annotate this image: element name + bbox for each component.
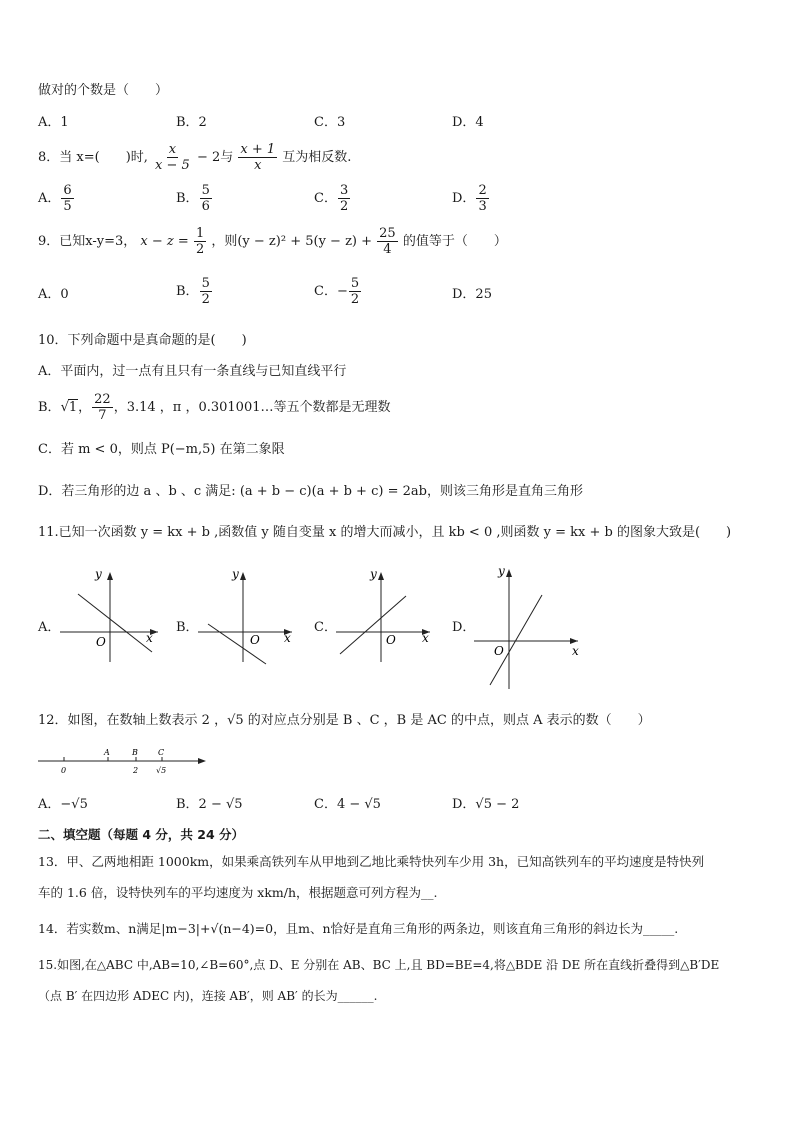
graph-d-x-label: x [572,644,579,658]
q9-stem: 9．已知x-y=3， x − z = $\frac{1}{2}$ ，则(y − z)² + 5(y − z) + $\frac{25}{4}$ 的值等于（ ） [38,226,507,257]
q8-option-b: B． $\frac{5}{6}$ [176,183,210,214]
graph-c-y-label: y [370,567,377,581]
graph-a-origin-label: O [96,635,106,649]
q12-option-b: B．2 − √5 [176,797,243,812]
q9-fraction-1: $\frac{1}{2}$ [195,226,205,257]
graph-a-x-label: x [146,631,153,645]
q8-fraction-1: $\frac{x}{x - 5}$ [155,142,190,173]
q11-stem: 11.已知一次函数 y = kx + b ,函数值 y 随自变量 x 的增大而减小，且 kb < 0 ,则函数 y = kx + b 的图象大致是( ) [38,525,732,540]
graph-d [474,565,584,690]
graph-b-x-label: x [284,631,291,645]
q10-option-c: C．若 m < 0，则点 P(−m,5) 在第二象限 [38,442,285,457]
q11-graph-label-a: A． [38,620,61,635]
q9-option-d: D．25 [452,287,492,302]
q8-option-a: A． $\frac{6}{5}$ [38,183,72,214]
graph-d-y-label: y [498,564,505,578]
q12-option-a: A．−√5 [38,797,88,812]
q8-prefix: 8．当 x=( )时, [38,150,148,165]
number-line-zero: 0 [61,766,67,775]
graph-c-x-label: x [422,631,429,645]
q15-line-2: （点 B′ 在四边形 ADEC 内)，连接 AB′，则 AB′ 的长为______. [38,989,378,1003]
q14-stem: 14．若实数m、n满足|m−3|+√(n−4)=0，且m、n恰好是直角三角形的两条边，则该直角三角形的斜边长为_____. [38,921,679,936]
number-line-c: C [158,748,165,757]
q8-option-c: C． $\frac{3}{2}$ [314,183,349,214]
q12-option-c: C．4 − √5 [314,797,381,812]
q10-option-d: D．若三角形的边 a 、b 、c 满足: (a + b − c)(a + b + c) = 2ab，则该三角形是直角三角形 [38,484,583,499]
graph-c-origin-label: O [386,633,396,647]
q12-stem: 12．如图，在数轴上数表示 2 ，√5 的对应点分别是 B 、C ，B 是 AC 的中点，则点 A 表示的数（ ） [38,713,651,728]
q7-option-c: C．3 [314,115,346,130]
q11-graph-label-c: C． [314,620,337,635]
q13-line-1: 13．甲、乙两地相距 1000km，如果乘高铁列车从甲地到乙地比乘特快列车少用 3h，已知高铁列车的平均速度是特快列 [38,854,705,869]
graph-d-origin-label: O [494,644,504,658]
number-line-b: B [132,748,138,757]
q10-stem: 10．下列命题中是真命题的是( ) [38,333,247,348]
q8-option-d: D． $\frac{2}{3}$ [452,183,487,214]
q15-line-1: 15.如图,在△ABC 中,AB=10,∠B=60°,点 D、E 分别在 AB、BC 上,且 BD=BE=4,将△BDE 沿 DE 所在直线折叠得到△B′DE [38,958,720,972]
q7-option-a: A．1 [38,115,69,130]
graph-b-y-label: y [232,567,239,581]
q8-suffix: 互为相反数. [282,150,352,165]
q9-fraction-2: $\frac{25}{4}$ [379,226,396,257]
number-line-two: 2 [133,766,139,775]
q9-option-b: B． $\frac{5}{2}$ [176,276,210,307]
q8-fraction-2: $\frac{x + 1}{x}$ [240,142,276,173]
q7-option-b: B．2 [176,115,207,130]
q10-option-a: A．平面内，过一点有且只有一条直线与已知直线平行 [38,364,347,379]
graph-b-origin-label: O [250,633,260,647]
q9-option-a: A．0 [38,287,69,302]
graph-c [336,567,436,665]
q13-line-2: 车的 1.6 倍，设特快列车的平均速度为 xkm/h，根据题意可列方程为__. [38,885,438,900]
q10-option-b: B．√1， $\frac{22}{7}$ ，3.14 ，π ，0.301001…等五个数都是无理数 [38,392,391,423]
graph-b [198,567,298,665]
number-line-a: A [104,748,110,757]
q9-option-c: C．− $\frac{5}{2}$ [314,276,360,307]
q12-option-d: D．√5 − 2 [452,797,520,812]
q7-option-d: D．4 [452,115,484,130]
q8-mid: − 2与 [196,150,234,165]
number-line [38,746,208,776]
q11-graph-label-d: D． [452,620,476,635]
section-2-heading: 二、填空题（每题 4 分，共 24 分） [38,827,245,842]
graph-a-y-label: y [95,567,102,581]
q7-tail: 做对的个数是（ ） [38,83,169,98]
graph-a [60,567,160,665]
q11-graph-label-b: B． [176,620,199,635]
number-line-sqrt5: √5 [156,766,167,775]
q8-stem [38,142,351,173]
